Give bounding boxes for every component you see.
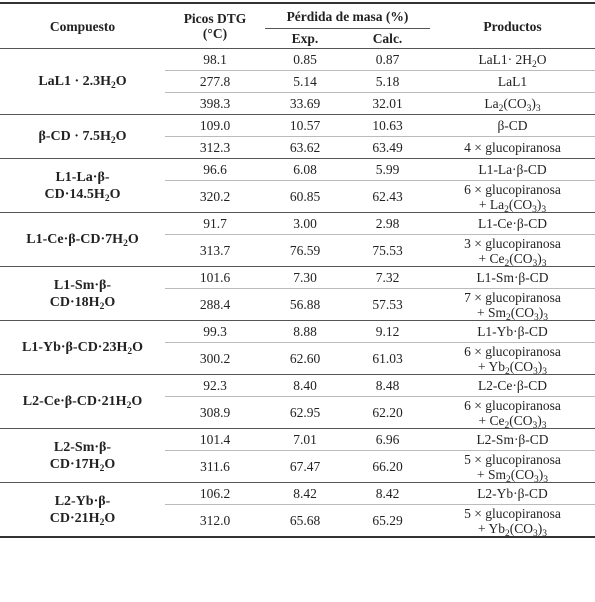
product: 3 × glucopiranosa + $Ce_2(CO_3)_3$ [430, 235, 595, 267]
product: 6 × glucopiranosa + $La_2(CO_3)_3$ [430, 181, 595, 213]
compound-name: L1-Sm·β- $CD\cdot 18H_2O$ [0, 267, 165, 321]
mass-loss-exp: 62.60 [265, 343, 345, 375]
mass-loss-calc: 0.87 [345, 49, 430, 71]
mass-loss-calc: 61.03 [345, 343, 430, 375]
dtg-peak: 98.1 [165, 49, 265, 71]
dtg-peak: 106.2 [165, 483, 265, 505]
mass-loss-exp: 60.85 [265, 181, 345, 213]
product: 6 × glucopiranosa + $Yb_2(CO_3)_3$ [430, 343, 595, 375]
dtg-peak: 320.2 [165, 181, 265, 213]
mass-loss-exp: 3.00 [265, 213, 345, 235]
dtg-peak: 312.3 [165, 137, 265, 159]
header-picos-dtg [165, 3, 265, 49]
mass-loss-calc: 57.53 [345, 289, 430, 321]
mass-loss-calc: 8.48 [345, 375, 430, 397]
dtg-peak: 109.0 [165, 115, 265, 137]
compound-name: L2-Yb·β- $CD\cdot 21H_2O$ [0, 483, 165, 538]
compound-name: $L2-Ce\cdot\beta-CD\cdot 21H_2O$ [0, 375, 165, 429]
mass-loss-exp: 62.95 [265, 397, 345, 429]
mass-loss-exp: 76.59 [265, 235, 345, 267]
compound-name: L2-Sm·β- $CD\cdot 17H_2O$ [0, 429, 165, 483]
mass-loss-exp: 67.47 [265, 451, 345, 483]
compound-name: $L1-Ce\cdot\beta-CD\cdot 7H_2O$ [0, 213, 165, 267]
mass-loss-exp: 33.69 [265, 93, 345, 115]
product: 5 × glucopiranosa + $Sm_2(CO_3)_3$ [430, 451, 595, 483]
product: $La_2(CO_3)_3$ [430, 93, 595, 115]
mass-loss-exp: 8.42 [265, 483, 345, 505]
product: L1-Sm·β-CD [430, 267, 595, 289]
dtg-peak: 308.9 [165, 397, 265, 429]
mass-loss-calc: 6.96 [345, 429, 430, 451]
product: L2-Yb·β-CD [430, 483, 595, 505]
product: $LaL1\cdot 2H_2O$ [430, 49, 595, 71]
mass-loss-exp: 7.30 [265, 267, 345, 289]
compound-name: $L1-Yb\cdot\beta-CD\cdot 23H_2O$ [0, 321, 165, 375]
product: LaL1 [430, 71, 595, 93]
mass-loss-exp: 6.08 [265, 159, 345, 181]
header-picos-line1: Picos DTG [183, 11, 247, 26]
dtg-peak: 300.2 [165, 343, 265, 375]
dtg-peak: 101.6 [165, 267, 265, 289]
product: 6 × glucopiranosa + $Ce_2(CO_3)_3$ [430, 397, 595, 429]
dtg-peak: 313.7 [165, 235, 265, 267]
mass-loss-exp: 63.62 [265, 137, 345, 159]
dtg-peak: 288.4 [165, 289, 265, 321]
dtg-peak: 96.6 [165, 159, 265, 181]
product: L1-Ce·β-CD [430, 213, 595, 235]
product: L2-Ce·β-CD [430, 375, 595, 397]
mass-loss-calc: 5.99 [345, 159, 430, 181]
product: 5 × glucopiranosa + $Yb_2(CO_3)_3$ [430, 505, 595, 538]
header-productos: Productos [430, 3, 595, 49]
mass-loss-calc: 62.20 [345, 397, 430, 429]
mass-loss-calc: 9.12 [345, 321, 430, 343]
mass-loss-exp: 5.14 [265, 71, 345, 93]
tga-results-table [0, 2, 595, 538]
header-perdida-de-masa: Pérdida de masa (%) [265, 3, 430, 29]
mass-loss-exp: 7.01 [265, 429, 345, 451]
mass-loss-calc: 62.43 [345, 181, 430, 213]
product: β-CD [430, 115, 595, 137]
mass-loss-exp: 56.88 [265, 289, 345, 321]
mass-loss-calc: 7.32 [345, 267, 430, 289]
dtg-peak: 91.7 [165, 213, 265, 235]
mass-loss-calc: 32.01 [345, 93, 430, 115]
mass-loss-calc: 5.18 [345, 71, 430, 93]
mass-loss-calc: 2.98 [345, 213, 430, 235]
compound-name: $LaL1 \cdot 2.3H_2O$ [0, 49, 165, 115]
mass-loss-calc: 75.53 [345, 235, 430, 267]
dtg-peak: 92.3 [165, 375, 265, 397]
mass-loss-exp: 0.85 [265, 49, 345, 71]
dtg-peak: 277.8 [165, 71, 265, 93]
header-calc: Calc. [372, 31, 403, 46]
product: L1-Yb·β-CD [430, 321, 595, 343]
header-compuesto: Compuesto [0, 3, 165, 49]
mass-loss-calc: 66.20 [345, 451, 430, 483]
mass-loss-calc: 10.63 [345, 115, 430, 137]
product: 4 × glucopiranosa [430, 137, 595, 159]
mass-loss-calc: 65.29 [345, 505, 430, 538]
mass-loss-exp: 10.57 [265, 115, 345, 137]
mass-loss-exp: 8.88 [265, 321, 345, 343]
compound-name: $\beta-CD \cdot 7.5H_2O$ [0, 115, 165, 159]
dtg-peak: 398.3 [165, 93, 265, 115]
header-exp: Exp. [291, 31, 319, 46]
product: L2-Sm·β-CD [430, 429, 595, 451]
header-picos-line2: (°C) [202, 26, 228, 41]
dtg-peak: 311.6 [165, 451, 265, 483]
mass-loss-calc: 8.42 [345, 483, 430, 505]
mass-loss-exp: 65.68 [265, 505, 345, 538]
product: 7 × glucopiranosa + $Sm_2(CO_3)_3$ [430, 289, 595, 321]
dtg-peak: 101.4 [165, 429, 265, 451]
product: L1-La·β-CD [430, 159, 595, 181]
dtg-peak: 99.3 [165, 321, 265, 343]
compound-name: L1-La·β- $CD\cdot 14.5H_2O$ [0, 159, 165, 213]
mass-loss-exp: 8.40 [265, 375, 345, 397]
dtg-peak: 312.0 [165, 505, 265, 538]
mass-loss-calc: 63.49 [345, 137, 430, 159]
